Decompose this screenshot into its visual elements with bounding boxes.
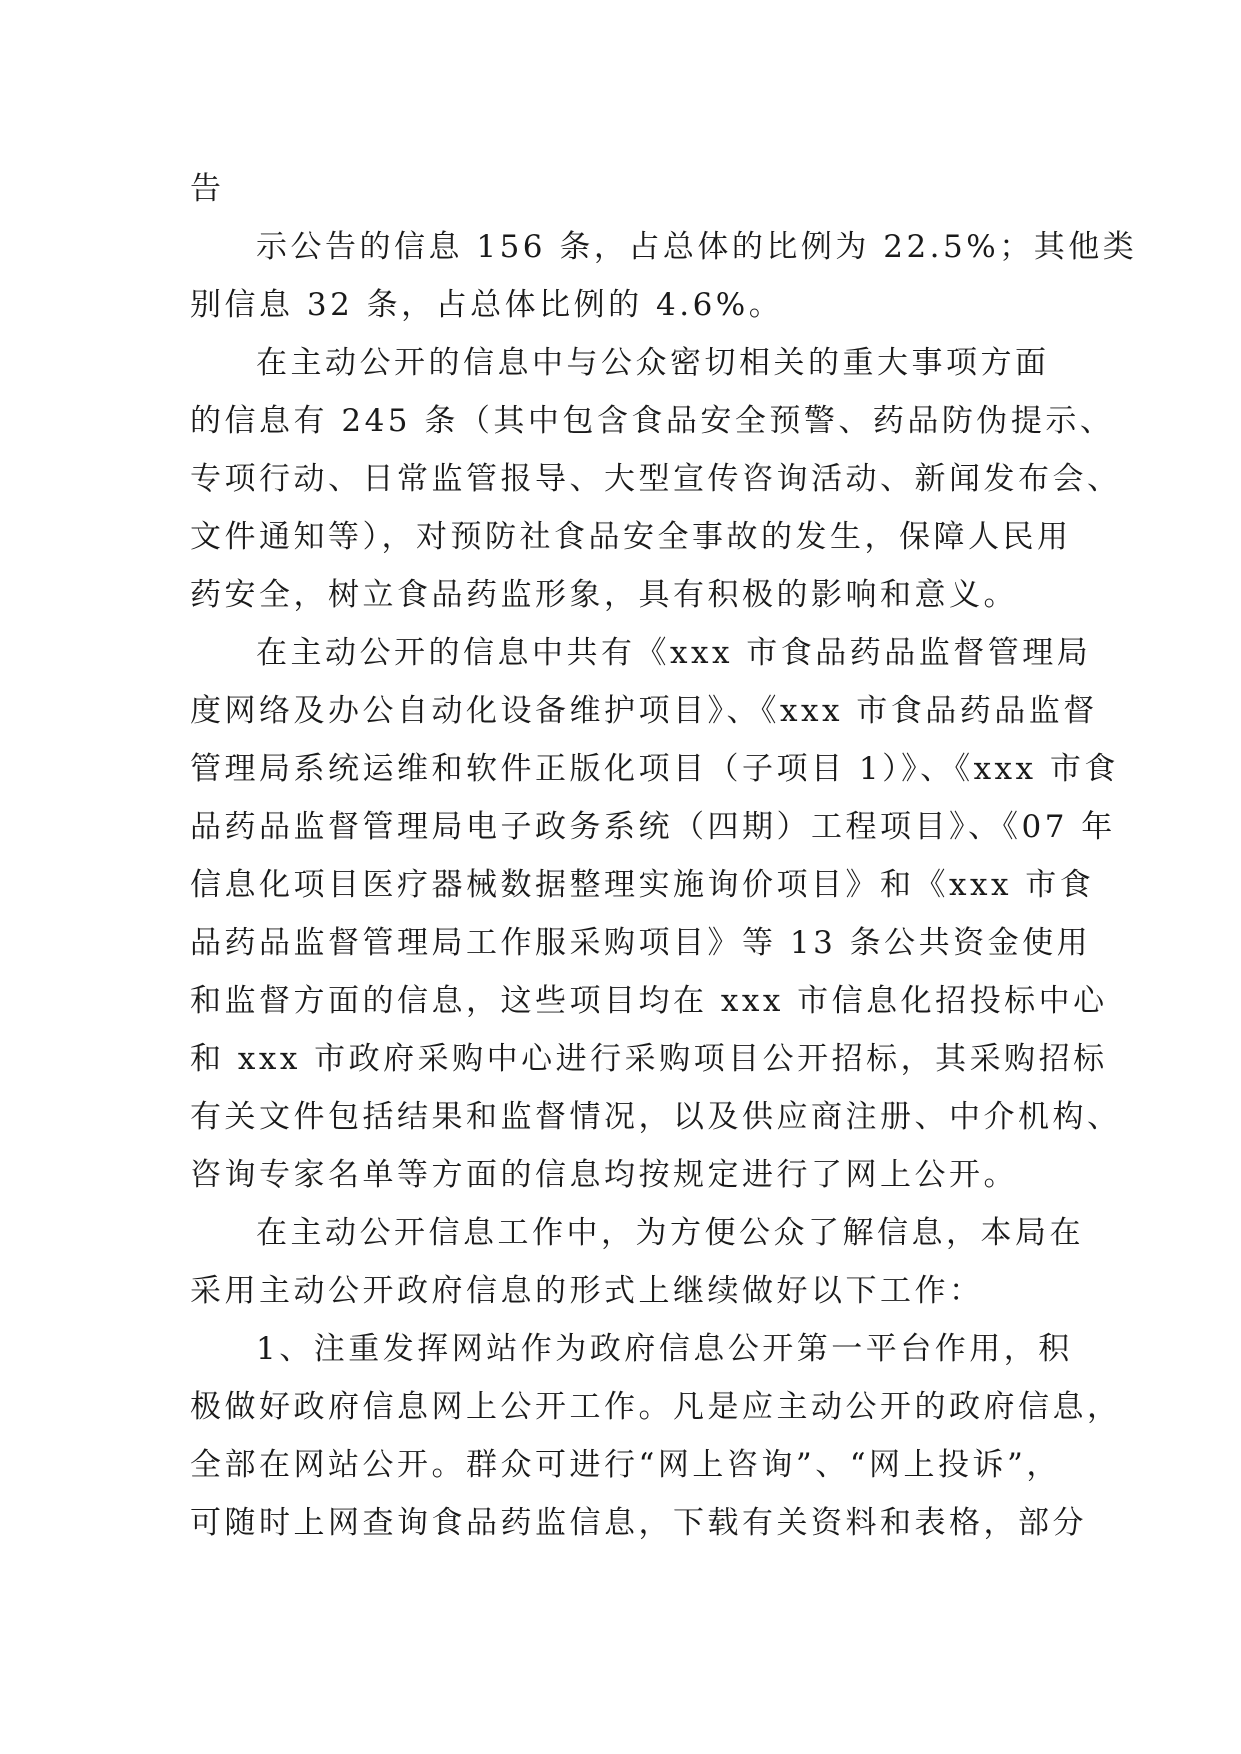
paragraph — [190, 160, 1050, 218]
paragraph — [190, 624, 1122, 1204]
text-line: 品药品监督管理局电子政务系统（四期）工程项目》、《07 年 — [190, 809, 1116, 845]
text-line: 信息化项目医疗器械数据整理实施询价项目》和《xxx 市食 — [190, 867, 1095, 903]
text-line: 别信息 32 条，占总体比例的 4.6%。 — [190, 287, 784, 323]
text-line: 文件通知等），对预防社食品安全事故的发生，保障人民用 — [190, 519, 1072, 555]
paragraph — [190, 1320, 1122, 1552]
text-line: 药安全，树立食品药监形象，具有积极的影响和意义。 — [190, 577, 1018, 613]
text-line: 在主动公开的信息中共有《xxx 市食品药品监督管理局 — [256, 635, 1092, 671]
text-line: 可随时上网查询食品药监信息，下载有关资料和表格，部分 — [190, 1505, 1087, 1541]
text-line: 示公告的信息 156 条，占总体的比例为 22.5%；其他类 — [256, 229, 1138, 265]
text-line: 有关文件包括结果和监督情况，以及供应商注册、中介机构、 — [190, 1099, 1122, 1135]
document-body — [190, 160, 1138, 1552]
text-line: 度网络及办公自动化设备维护项目》、《xxx 市食品药品监督 — [190, 693, 1098, 729]
text-line: 专项行动、日常监管报导、大型宣传咨询活动、新闻发布会、 — [190, 461, 1122, 497]
text-line: 品药品监督管理局工作服采购项目》等 13 条公共资金使用 — [190, 925, 1092, 961]
text-line: 和监督方面的信息，这些项目均在 xxx 市信息化招投标中心 — [190, 983, 1108, 1019]
paragraph — [190, 218, 1138, 334]
text-line: 咨询专家名单等方面的信息均按规定进行了网上公开。 — [190, 1157, 1018, 1193]
paragraph — [190, 1204, 1084, 1320]
text-line: 全部在网站公开。群众可进行“网上咨询”、“网上投诉”， — [190, 1447, 1061, 1483]
text-line: 极做好政府信息网上公开工作。凡是应主动公开的政府信息， — [190, 1389, 1122, 1425]
text-line: 告 — [190, 171, 225, 207]
text-line: 在主动公开的信息中与公众密切相关的重大事项方面 — [256, 345, 1050, 381]
text-line: 管理局系统运维和软件正版化项目（子项目 1）》、《xxx 市食 — [190, 751, 1119, 787]
text-line: 的信息有 245 条（其中包含食品安全预警、药品防伪提示、 — [190, 403, 1115, 439]
text-line: 在主动公开信息工作中，为方便公众了解信息，本局在 — [256, 1215, 1084, 1251]
text-line: 1、注重发挥网站作为政府信息公开第一平台作用，积 — [256, 1331, 1073, 1367]
text-line: 和 xxx 市政府采购中心进行采购项目公开招标，其采购招标 — [190, 1041, 1108, 1077]
paragraph — [190, 334, 1122, 624]
text-line: 采用主动公开政府信息的形式上继续做好以下工作： — [190, 1273, 984, 1309]
